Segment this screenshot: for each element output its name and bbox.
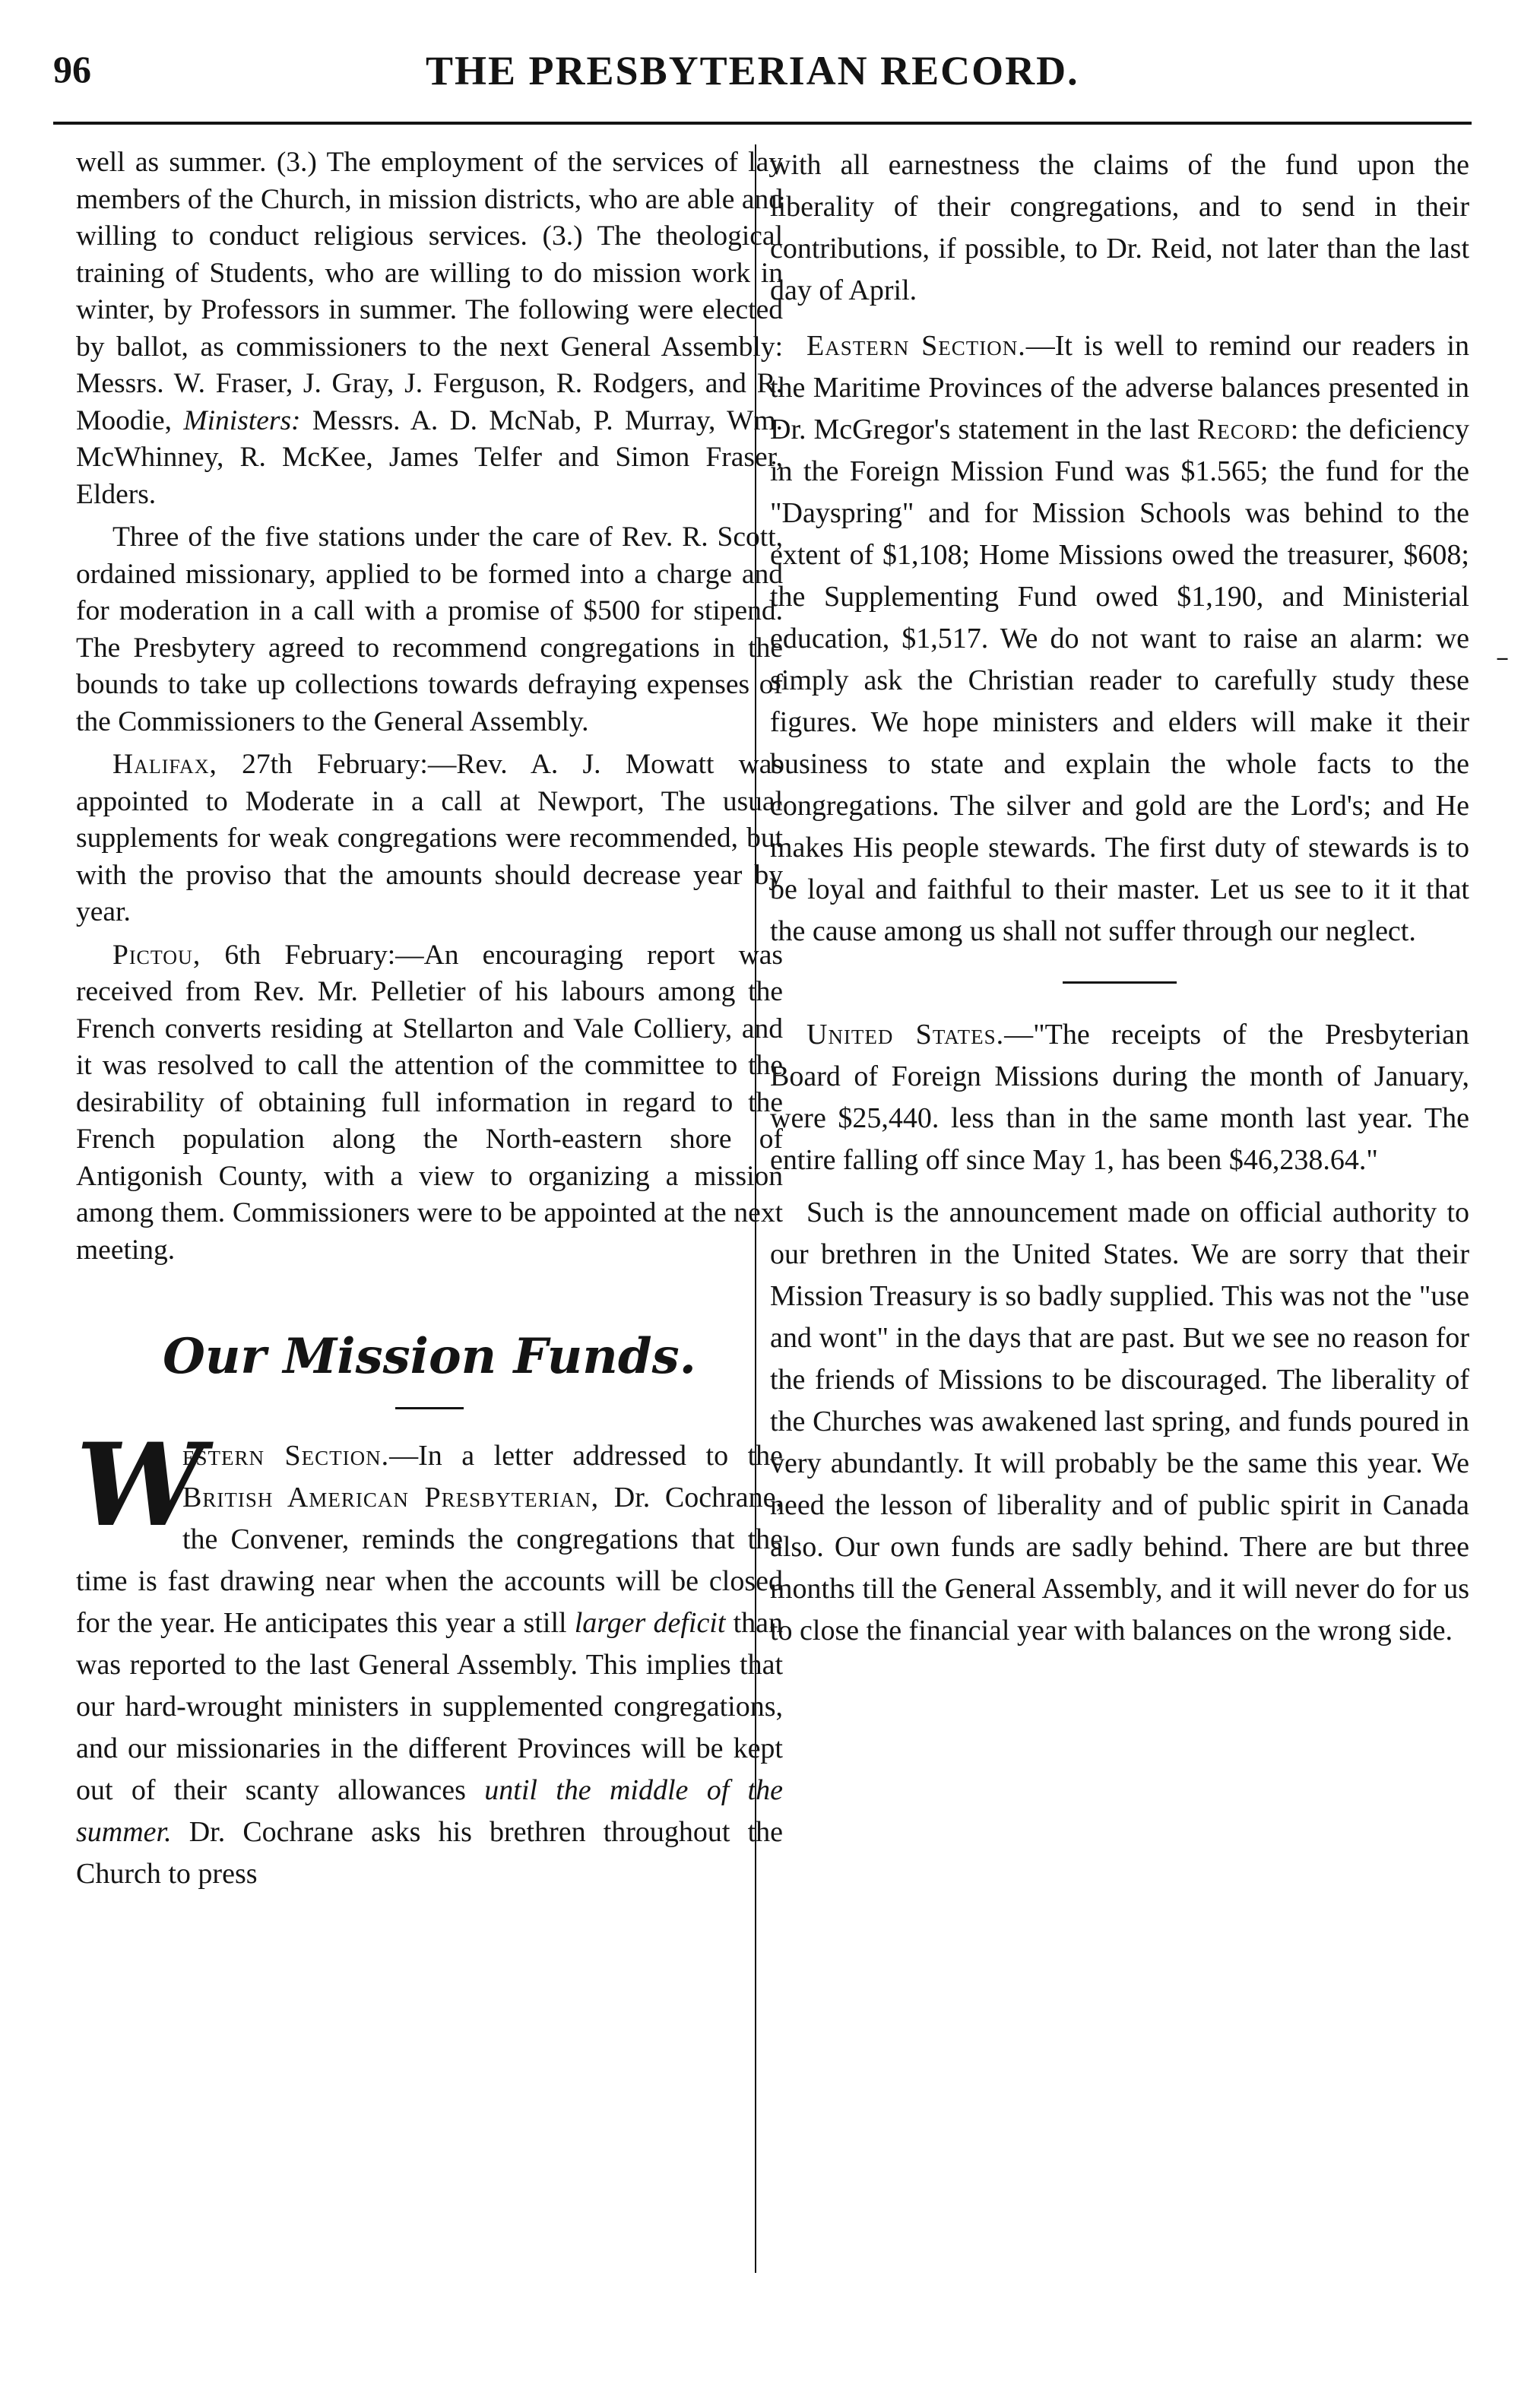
text-span: Dr. Cochrane, the Convener, reminds the congregations that the time is fast drawing near when the accounts will be closed for the year. He anticipates this year a still [76, 1482, 784, 1639]
text-span: than was reported to the last General Assembly. This implies that our hard-wrought ministers in supplemented congregations, and our missionaries in the different Provinces will be kept out of their scanty allowances [76, 1607, 784, 1806]
header-rule [53, 122, 1472, 125]
running-title: THE PRESBYTERIAN RECORD. [426, 48, 1079, 94]
left-column [76, 144, 783, 1901]
pictou-heading: Pictou, [112, 939, 201, 971]
text-span: Messrs. A. D. McNab, P. Murray, Wm. McWhinney, R. McKee, James Telfer and Simon Fraser, Elders. [76, 404, 783, 510]
text-span: 27th February:—Rev. A. J. Mowatt was appointed to Moderate in a call at Newport, The usual supplements for weak congregations were recommended, but with the proviso that the amounts should decrease year by year. [76, 749, 783, 927]
text-span: Dr. Cochrane asks his brethren throughout the Church to press [76, 1816, 784, 1890]
text-span: —It is well to remind our readers in the Maritime Provinces of the adverse balances presented in Dr. McGregor's statement in the last [770, 330, 1469, 445]
page-header [0, 0, 1540, 129]
text-span: —In a letter addressed to the [389, 1440, 784, 1472]
paragraph-halifax [76, 746, 783, 931]
text-span: well as summer. (3.) The employment of the services of lay members of the Church, in mission districts, who are able and willing to conduct religious services. (3.) The theological training of Students, who are willing to do mission work in winter, by Professors in summer. The following were elected by ballot, as commissioners to the next General Assembly: Messrs. W. Fraser, J. Gray, J. Ferguson, R. Rodgers, and R. Moodie, [76, 147, 783, 436]
paragraph-pictou [76, 937, 783, 1269]
paragraph-announcement: Such is the announcement made on official authority to our brethren in the United States. We are sorry that their Mission Treasury is so badly supplied. This was not the "use and wont" in the days that are past. But we see no reason for the friends of Missions to be discouraged. The liberality of the Churches was awakened last spring, and funds poured in very abundantly. It will probably be the same this year. We need the lesson of liberality and of public spirit in Canada also. Our own funds are sadly behind. There are but three months till the General Assembly, and it will never do for us to close the financial year with balances on the wrong side. [770, 1196, 1469, 1647]
text-span: —"The receipts of the Presbyterian Board of Foreign Missions during the month of January, were $25,440. less than in the same month last year. The entire falling off since May 1, has been $46,238.64." [770, 1019, 1469, 1176]
eastern-heading: Eastern Section. [806, 330, 1026, 362]
right-section-rule [1063, 981, 1177, 984]
italic-summer: until the middle of the summer. [76, 1774, 783, 1848]
paragraph-fund-claims: with all earnestness the claims of the fund upon the liberality of their congregations, and to send in their contributions, if possible, to Dr. Reid, not later than the last day of April. [770, 149, 1469, 306]
right-column [770, 144, 1469, 1658]
paragraph-eastern-section [770, 325, 1469, 952]
western-heading: estern Section. [182, 1440, 390, 1472]
italic-ministers: Ministers: [183, 404, 301, 436]
italic-deficit: larger deficit [574, 1607, 726, 1639]
column-divider [755, 144, 756, 2273]
margin-mark: – [1496, 642, 1509, 673]
paragraph-western-section [76, 1418, 784, 1895]
paragraph-commissioners [76, 144, 783, 513]
bap-title: British American Presbyterian, [182, 1482, 600, 1513]
page-number: 96 [53, 48, 91, 90]
section-title: Our Mission Funds. [163, 1328, 696, 1385]
section-rule [395, 1407, 464, 1409]
paragraph-scott-stations: Three of the five stations under the care of Rev. R. Scott, ordained missionary, applied to be formed into a charge and for moderation in a call with a promise of $500 for stipend. The Presbytery agreed to recommend congregations in the bounds to take up collections towards defraying expenses of the Commissioners to the General Assembly. [76, 521, 783, 737]
paragraph-united-states [770, 1014, 1469, 1181]
halifax-heading: Halifax, [112, 749, 217, 780]
dropcap-letter: W [76, 1418, 204, 1552]
record-title: Record [1196, 414, 1291, 445]
text-span: : the deficiency in the Foreign Mission Fund was $1.565; the fund for the "Dayspring" and for Mission Schools was behind to the extent of $1,108; Home Missions owed the treasurer, $608; the Supplementing Fund owed $1,190, and Ministerial education, $1,517. We do not want to raise an alarm: we simply ask the Christian reader to carefully study these figures. We hope ministers and elders will make it their business to state and explain the whole facts to the congregations. The silver and gold are the Lord's; and He makes His people stewards. The first duty of stewards is to be loyal and faithful to their master. Let us see to it it that the cause among us shall not suffer through our neglect. [770, 414, 1470, 947]
text-span: 6th February:—An encouraging report was received from Rev. Mr. Pelletier of his labours among the French converts residing at Stellarton and Vale Colliery, and it was resolved to call the attention of the committee to the desirability of obtaining full information in regard to the French population along the North-eastern shore of Antigonish County, with a view to organizing a mission among them. Commissioners were to be appointed at the next meeting. [76, 939, 783, 1266]
united-states-heading: United States. [806, 1019, 1005, 1051]
